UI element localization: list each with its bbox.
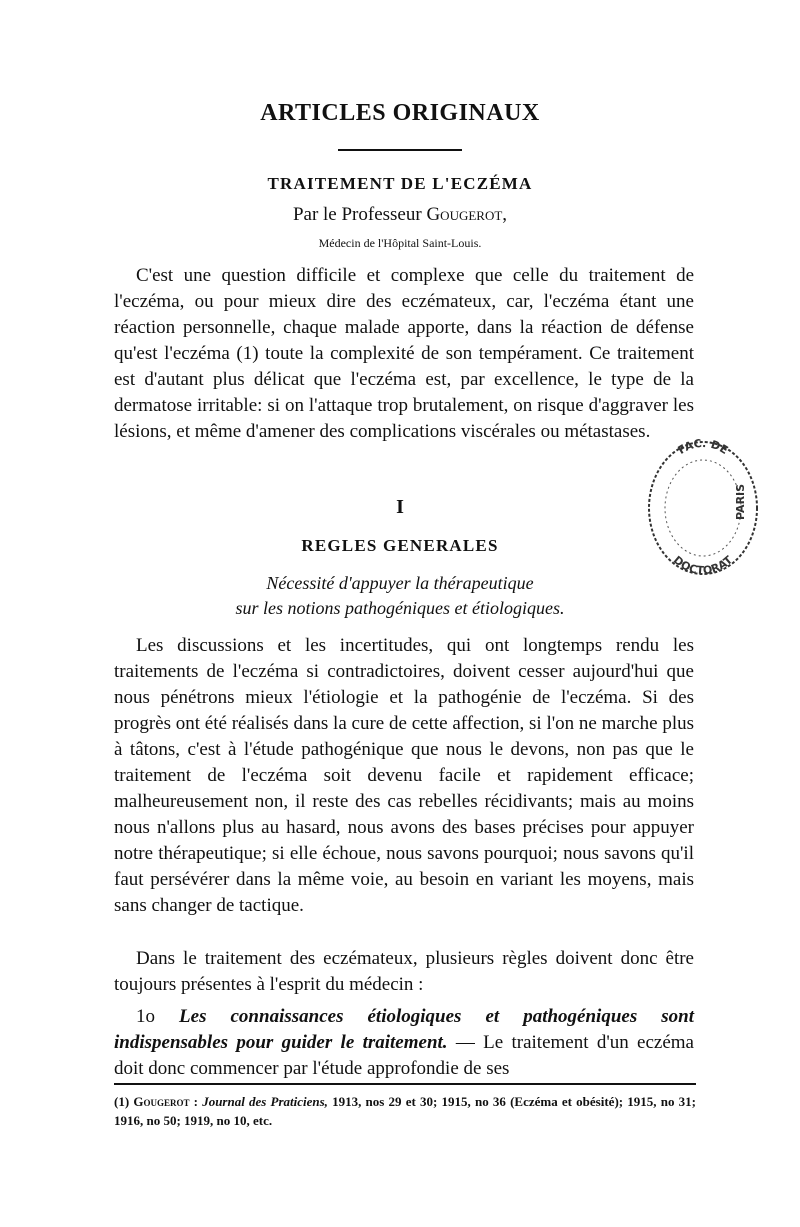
rule-number: 1o xyxy=(136,1006,180,1027)
svg-text:DOCTORAT: DOCTORAT xyxy=(670,553,736,578)
section-number: I xyxy=(396,496,404,518)
author-affiliation: Médecin de l'Hôpital Saint-Louis. xyxy=(318,236,482,250)
footnote-references: 1913, nos 29 et 30; 1915, no 36 (Eczéma et obésité); 1915, no 31; 1916, no 50; 1919, no 10, etc. xyxy=(114,1094,696,1128)
rule-emphasis: Les connaissances étiologiques et pathogéniques sont indispensables pour guider le traitement. xyxy=(114,1006,694,1053)
byline xyxy=(0,204,800,226)
subtitle-line-2: sur les notions pathogéniques et étiologiques. xyxy=(235,598,565,618)
footnote-separator: : xyxy=(189,1094,203,1109)
article-title: TRAITEMENT DE L'ECZÉMA xyxy=(267,174,533,193)
body-paragraph-discussions: Les discussions et les incertitudes, qui ont longtemps rendu les traitements de l'eczéma si contradictoires, doivent cesser aujourd'hui que nous pénétrons mieux l'étiologie et la pathogénie de l'eczéma. Si des progrès ont été réalisés dans la cure de cette affection, si l'on ne marche plus à tâtons, c'est à l'étude pathogénique que nous le devons, non pas que le traitement de l'eczéma soit devenu facile et rapidement efficace; malheureusement non, il reste des cas rebelles récidivants; mais au moins nous n'allons plus au hasard, nous avons des bases précises pour appuyer notre thérapeutique; si elle échoue, nous savons pourquoi; nous savons qu'il faut persévérer dans la même voie, au besoin en variant les moyens, mais sans changer de tactique. xyxy=(114,635,694,916)
svg-text:FAC. DE: FAC. DE xyxy=(675,436,731,457)
heading-rule xyxy=(338,149,462,151)
footnote-author: Gougerot xyxy=(133,1094,190,1109)
rule-1-paragraph xyxy=(114,1004,694,1082)
body-paragraph-rules: Dans le traitement des eczémateux, plusieurs règles doivent donc être toujours présentes à l'esprit du médecin : xyxy=(114,948,694,995)
section-title: REGLES GENERALES xyxy=(301,536,499,555)
byline-prefix: Par le Professeur xyxy=(292,204,427,225)
footnote-journal: Journal des Praticiens, xyxy=(202,1094,328,1109)
intro-paragraph: C'est une question difficile et complexe que celle du traitement de l'eczéma, ou pour mieux dire des eczémateux, car, l'eczéma étant une réaction personnelle, chaque malade apporte, dans la réaction de défense qu'est l'eczéma (1) toute la complexité de son tempérament. Ce traitement est d'autant plus délicat que l'eczéma est, par excellence, le type de la dermatose irritable: si on l'attaque trop brutalement, on risque d'aggraver les lésions, et même d'amener des complications viscérales ou métastases. xyxy=(114,265,694,442)
subtitle-line-1: Nécessité d'appuyer la thérapeutique xyxy=(266,573,534,593)
footnote xyxy=(114,1092,696,1130)
rule-text: — Le traitement d'un eczéma doit donc commencer par l'étude approfondie de ses xyxy=(114,1032,694,1079)
footnote-marker: (1) xyxy=(114,1094,134,1109)
library-stamp-seal xyxy=(640,430,766,580)
author-name: Gougerot, xyxy=(426,204,508,225)
svg-text:PARIS: PARIS xyxy=(734,483,747,520)
journal-section-heading: ARTICLES ORIGINAUX xyxy=(260,100,540,126)
footnote-rule xyxy=(114,1083,696,1085)
